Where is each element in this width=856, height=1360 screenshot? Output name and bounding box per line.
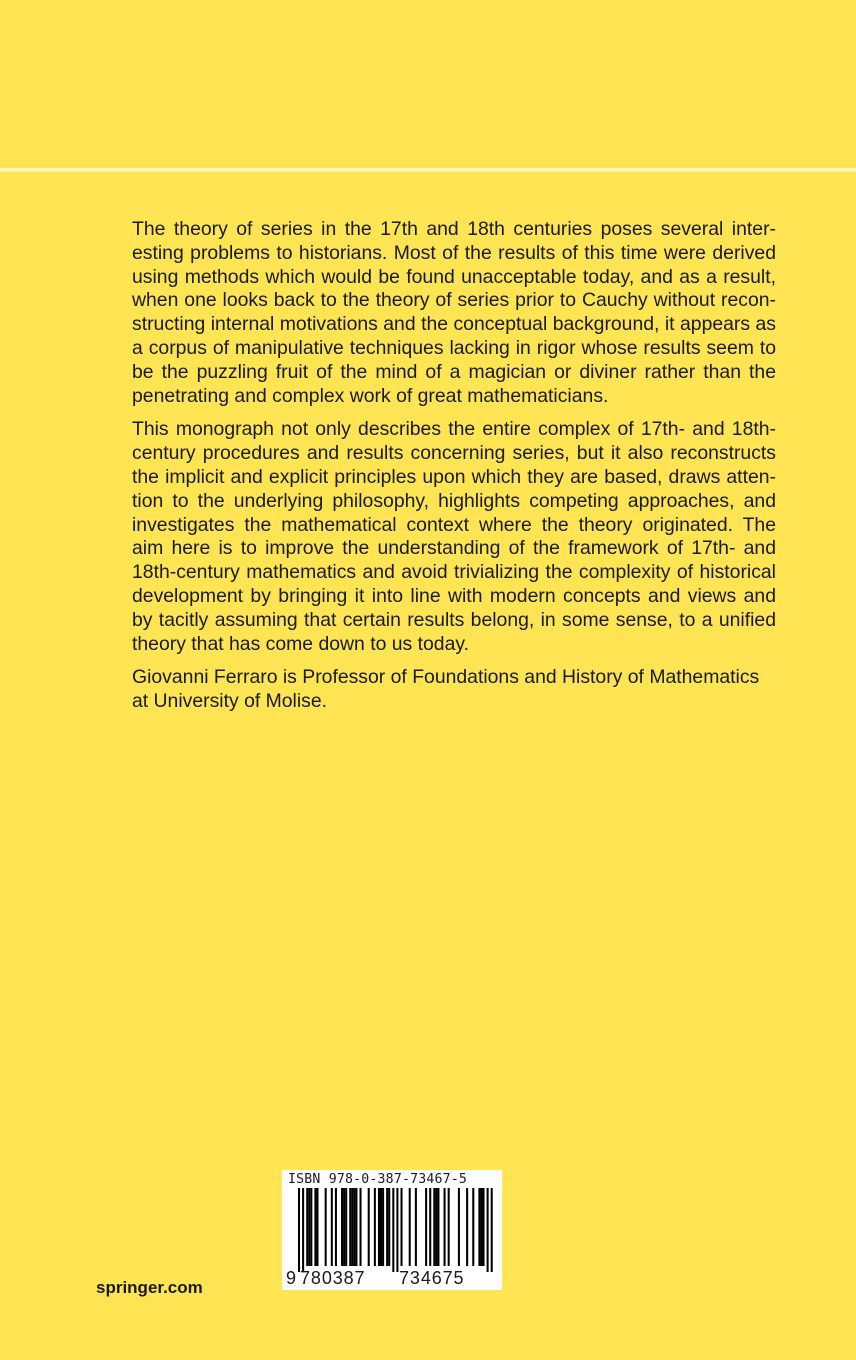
- barcode-bar: [409, 1188, 411, 1266]
- back-cover-description: [132, 218, 776, 724]
- barcode-bar: [466, 1188, 468, 1266]
- barcode-bar: [310, 1188, 312, 1266]
- barcode-bar: [368, 1188, 370, 1266]
- barcode-guard-bar: [396, 1188, 398, 1272]
- barcode-guard-bar: [491, 1188, 493, 1272]
- barcode-bar: [360, 1188, 362, 1266]
- barcode-bar: [349, 1188, 351, 1266]
- barcode-bar: [401, 1188, 403, 1266]
- barcode-bar: [308, 1188, 310, 1266]
- barcode-guard-bar: [392, 1188, 394, 1272]
- barcode-bar: [343, 1188, 345, 1266]
- barcode-bar: [351, 1188, 353, 1266]
- barcode-bar: [458, 1188, 460, 1266]
- publisher-website: springer.com: [96, 1278, 203, 1297]
- barcode-guard-bar: [487, 1188, 489, 1272]
- barcode-bar: [480, 1188, 482, 1266]
- barcode-bar: [437, 1188, 439, 1266]
- barcode-bar: [483, 1188, 485, 1266]
- description-paragraph-2: This monograph not only describes the entire complex of 17th- and 18th-century procedures and results concerning series, but it also reconstructs the implicit and explicit principles upon which they are based, draws attention to the underlying philosophy, highlights competing approaches, and investigates the mathematical context where the theory originated. The aim here is to improve the understanding of the framework of 17th- and 18th-century mathematics and avoid trivializing the complexity of historical development by bringing it into line with modern concepts and views and by tacitly assuming that certain results belong, in some sense, to a unified theory that has come down to us today.: [132, 418, 776, 655]
- barcode-left-digits: 780387: [300, 1268, 366, 1288]
- barcode-right-digits: 734675: [399, 1268, 465, 1288]
- barcode-lead-digit: 9: [286, 1268, 297, 1288]
- barcode-bar: [478, 1188, 480, 1266]
- isbn-barcode-box: [282, 1170, 502, 1290]
- barcode-bar: [425, 1188, 427, 1266]
- barcode-bar: [388, 1188, 390, 1266]
- barcode-guard-bar: [302, 1188, 304, 1272]
- barcode-bar: [415, 1188, 417, 1266]
- barcode-bar: [335, 1188, 337, 1266]
- barcode-bar: [378, 1188, 380, 1266]
- barcode-bar: [429, 1188, 431, 1266]
- barcode-bar: [353, 1188, 355, 1266]
- barcode-bar: [374, 1188, 376, 1266]
- barcode-bar: [448, 1188, 450, 1266]
- barcode-bar: [345, 1188, 347, 1266]
- barcode-bar: [331, 1188, 333, 1266]
- description-paragraph-1: The theory of series in the 17th and 18th centuries poses several interesting problems to historians. Most of the results of this time were derived using methods which would be found unacceptable today, and as a result, when one looks back to the theory of series prior to Cauchy without reconstructing internal motivations and the conceptual background, it appears as a corpus of manipulative techniques lacking in rigor whose results seem to be the puzzling fruit of the mind of a magician or diviner rather than the penetrating and complex work of great mathematicians.: [132, 218, 776, 407]
- top-divider-rule: [0, 168, 856, 172]
- barcode-bar: [380, 1188, 382, 1266]
- barcode-bar: [382, 1188, 384, 1266]
- barcode-bar: [306, 1188, 308, 1266]
- barcode-bar: [435, 1188, 437, 1266]
- barcode-bar: [314, 1188, 316, 1266]
- barcode-bar: [472, 1188, 474, 1266]
- isbn-label: ISBN 978-0-387-73467-5: [288, 1172, 468, 1187]
- barcode-guard-bar: [298, 1188, 300, 1272]
- ean13-barcode: [282, 1188, 502, 1272]
- barcode-bar: [341, 1188, 343, 1266]
- author-bio: Giovanni Ferraro is Professor of Foundations and History of Mathematics at University of Molise.: [132, 666, 760, 713]
- barcode-bar: [433, 1188, 435, 1266]
- barcode-bar: [355, 1188, 357, 1266]
- barcode-bar: [444, 1188, 446, 1266]
- barcode-bar: [325, 1188, 327, 1266]
- barcode-bar: [316, 1188, 318, 1266]
- barcode-bar: [386, 1188, 388, 1266]
